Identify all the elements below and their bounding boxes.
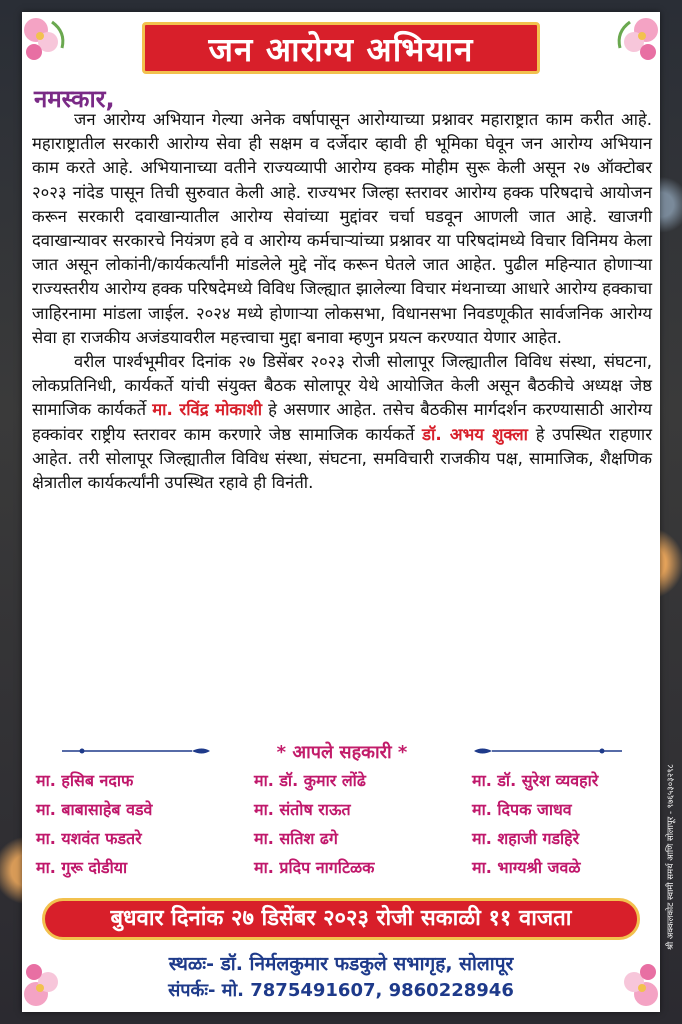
guest-name: डॉ. अभय शुक्ला [422, 424, 528, 444]
colleague-name: मा. शहाजी गडहिरे [472, 829, 580, 848]
greeting: नमस्कार, [34, 85, 115, 113]
body-text [32, 108, 652, 495]
venue-line: स्थळः- डॉ. निर्मलकुमार फडकुले सभागृह, सोलापूर [168, 953, 514, 975]
ornament-divider-icon [472, 746, 622, 756]
colleague-name: मा. संतोष राऊत [254, 800, 351, 819]
colleague-name: मा. डॉ. सुरेश व्यवहारे [472, 771, 599, 790]
poster-panel [22, 12, 660, 1012]
date-banner: बुधवार दिनांक २७ डिसेंबर २०२३ रोजी सकाळी ११ वाजता [42, 898, 640, 940]
colleague-name: मा. प्रदिप नागटिळक [254, 858, 375, 877]
meeting-text-3: हे उपस्थित राहणार आहेत. तरी सोलापूर जिल्ह्यातील विविध संस्था, संघटना, समविचारी राजकीय पक्ष, सामाजिक, शैक्षणिक क्षेत्रातील कार्यकर्त्यांनी उपस्थित रहावे ही विनंती. [32, 424, 652, 493]
colleagues-list [36, 770, 646, 879]
meeting-text-1: वरील पार्श्वभूमीवर दिनांक २७ डिसेंबर २०२३ रोजी सोलापूर जिल्ह्यातील विविध संस्था, संघटना, लोकप्रतिनिधी, कार्यकर्ते यांची संयुक्त बैठक सोलापूर येथे आयोजित केली असून बैठकीचे अध्यक्ष जेष्ठ सामाजिक कार्यकर्ते [32, 352, 652, 420]
colleague-name: मा. दिपक जाधव [472, 800, 572, 819]
side-credit: श्री अक्कलकोट स्वामी समर्थ आणि सोलापूर - ९७६५३०३२९८ [666, 764, 676, 950]
paragraph-meeting [32, 350, 652, 495]
colleague-name: मा. यशवंत फडतरे [36, 829, 142, 848]
meeting-text-2: हे असणार आहेत. तसेच बैठकीस मार्गदर्शन करण्यासाठी आरोग्य हक्कांवर राष्ट्रीय स्तरावर काम करणारे जेष्ठ सामाजिक कार्यकर्ते [32, 400, 653, 444]
colleague-name: मा. हसिब नदाफ [36, 771, 134, 790]
flower-corner-icon [604, 12, 660, 76]
paragraph-intro: जन आरोग्य अभियान गेल्या अनेक वर्षापासून आरोग्याच्या प्रश्नावर महाराष्ट्रात काम करीत आहे. महाराष्ट्रातील सरकारी आरोग्य सेवा ही सक्षम व दर्जेदार व्हावी ही भूमिका घेवून जन आरोग्य अभियान काम करते आहे. अभियानाच्या वतीने राज्यव्यापी आरोग्य हक्क मोहीम सुरू केली असून २७ ऑक्टोबर २०२३ नांदेड पासून तिची सुरुवात केली आहे. राज्यभर जिल्हा स्तरावर आरोग्य हक्क परिषदाचे आयोजन करून सरकारी दवाखान्यातील आरोग्य सेवांच्या मुद्दांवर चर्चा घडवून आणली जात आहे. खाजगी दवाखान्यावर सरकारचे नियंत्रण हवे व आरोग्य कर्मचाऱ्यांच्या प्रश्नावर या परिषदांमध्ये विचार विनिमय केला जात असून लोकांनी/कार्यकर्त्यांनी मांडलेले मुद्दे नोंद करून घेतले जात आहेत. पुढील महिन्यात होणाऱ्या राज्यस्तरीय आरोग्य हक्क परिषदेमध्ये विविध जिल्ह्यात झालेल्या विचार मंथनाच्या आधारे आरोग्य हक्काचा जाहिरनामा मांडला जाईल. २०२४ मध्ये होणाऱ्या लोकसभा, विधानसभा निवडणूकीत सार्वजनिक आरोग्य सेवा हा राजकीय अजंडयावरील महत्त्वाचा मुद्दा बनावा म्हणुन प्रयत्न करण्यात येणार आहेत. [32, 110, 652, 347]
flower-corner-icon [22, 12, 78, 76]
colleague-name: मा. गुरू दोडीया [36, 858, 128, 877]
colleagues-heading-row [42, 740, 642, 762]
page-title: जन आरोग्य अभियान [142, 22, 540, 74]
colleague-name: मा. बाबासाहेब वडवे [36, 800, 153, 819]
colleague-name: मा. डॉ. कुमार लोंढे [254, 771, 366, 790]
contact-line: संपर्कः- मो. 7875491607, 9860228946 [168, 980, 514, 1001]
colleagues-heading: * आपले सहकारी * [276, 742, 408, 763]
colleague-name: मा. सतिश ढगे [254, 829, 338, 848]
chairperson-name: मा. रविंद्र मोकाशी [152, 400, 263, 420]
colleague-name: मा. भाग्यश्री जवळे [472, 858, 581, 877]
